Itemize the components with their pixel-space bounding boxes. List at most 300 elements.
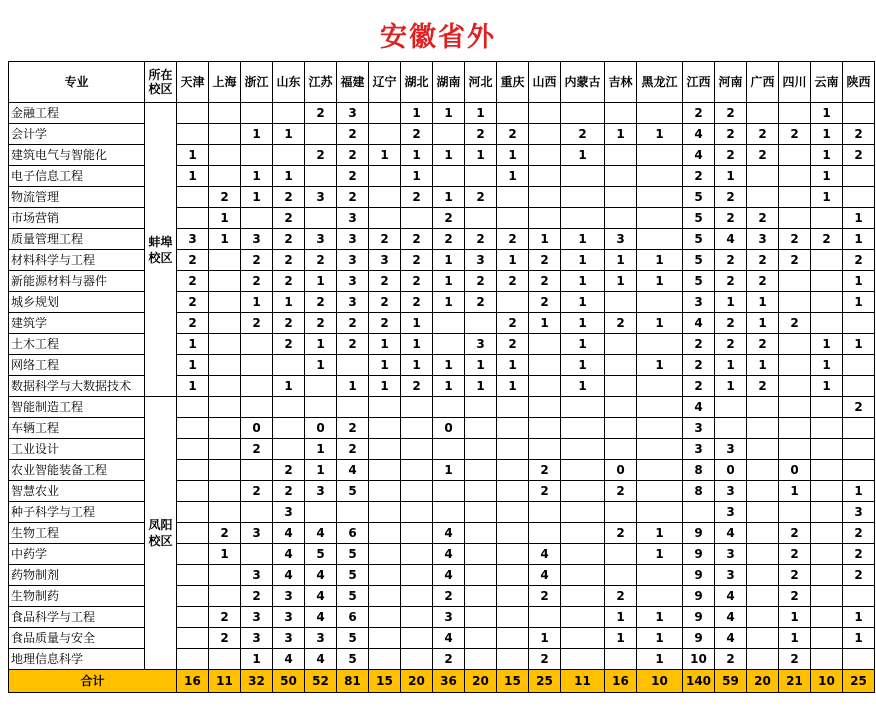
table-row <box>9 649 875 670</box>
quota-cell: 9 <box>683 523 715 544</box>
quota-cell <box>401 523 433 544</box>
quota-cell: 2 <box>497 313 529 334</box>
quota-cell: 1 <box>433 355 465 376</box>
quota-cell: 2 <box>715 271 747 292</box>
quota-cell: 4 <box>273 649 305 670</box>
quota-cell: 3 <box>337 229 369 250</box>
major-name: 智能制造工程 <box>9 397 145 418</box>
quota-cell: 0 <box>605 460 637 481</box>
quota-cell: 2 <box>241 439 273 460</box>
quota-cell: 9 <box>683 607 715 628</box>
quota-cell: 4 <box>683 124 715 145</box>
quota-cell <box>401 607 433 628</box>
quota-cell: 2 <box>305 250 337 271</box>
quota-cell: 2 <box>465 229 497 250</box>
quota-cell <box>209 271 241 292</box>
campus-name-line: 蚌埠 <box>148 234 173 249</box>
quota-cell: 1 <box>843 271 875 292</box>
quota-cell <box>337 355 369 376</box>
header-province: 天津 <box>177 62 209 103</box>
quota-cell <box>843 649 875 670</box>
quota-cell: 3 <box>241 628 273 649</box>
quota-cell: 1 <box>305 460 337 481</box>
quota-cell: 3 <box>305 481 337 502</box>
quota-cell <box>177 544 209 565</box>
quota-cell <box>241 334 273 355</box>
quota-cell: 2 <box>747 271 779 292</box>
quota-cell <box>605 355 637 376</box>
quota-cell <box>561 628 605 649</box>
quota-cell: 3 <box>433 607 465 628</box>
quota-cell <box>747 544 779 565</box>
table-row <box>9 397 875 418</box>
quota-cell <box>529 334 561 355</box>
table-row <box>9 313 875 334</box>
quota-cell <box>465 544 497 565</box>
quota-cell: 2 <box>305 145 337 166</box>
quota-cell: 2 <box>747 250 779 271</box>
quota-cell: 1 <box>401 166 433 187</box>
quota-cell <box>561 103 605 124</box>
quota-cell <box>529 502 561 523</box>
quota-cell: 1 <box>497 355 529 376</box>
quota-cell: 2 <box>715 649 747 670</box>
quota-cell: 1 <box>811 187 843 208</box>
quota-cell <box>843 439 875 460</box>
table-row <box>9 439 875 460</box>
quota-cell: 0 <box>241 418 273 439</box>
quota-cell <box>401 649 433 670</box>
quota-cell <box>779 397 811 418</box>
quota-cell <box>241 208 273 229</box>
total-cell: 32 <box>241 670 273 693</box>
quota-cell: 3 <box>305 187 337 208</box>
quota-cell <box>843 376 875 397</box>
quota-cell: 1 <box>779 607 811 628</box>
quota-cell: 1 <box>637 250 683 271</box>
table-row <box>9 166 875 187</box>
major-name: 食品质量与安全 <box>9 628 145 649</box>
quota-cell: 4 <box>433 628 465 649</box>
quota-cell: 2 <box>273 460 305 481</box>
total-cell: 11 <box>561 670 605 693</box>
quota-cell: 3 <box>241 523 273 544</box>
quota-cell: 1 <box>637 523 683 544</box>
quota-cell: 1 <box>637 607 683 628</box>
quota-cell <box>241 460 273 481</box>
quota-cell <box>305 376 337 397</box>
quota-cell <box>843 586 875 607</box>
quota-cell <box>843 418 875 439</box>
quota-cell: 5 <box>683 229 715 250</box>
quota-cell: 1 <box>747 313 779 334</box>
quota-cell: 2 <box>337 166 369 187</box>
major-name: 建筑学 <box>9 313 145 334</box>
quota-cell: 1 <box>779 481 811 502</box>
quota-cell <box>747 565 779 586</box>
major-name: 物流管理 <box>9 187 145 208</box>
quota-cell: 1 <box>843 229 875 250</box>
quota-cell: 5 <box>683 271 715 292</box>
quota-cell <box>177 523 209 544</box>
quota-cell <box>747 439 779 460</box>
quota-cell: 2 <box>497 271 529 292</box>
quota-cell <box>369 481 401 502</box>
quota-cell <box>637 481 683 502</box>
major-name: 金融工程 <box>9 103 145 124</box>
quota-cell: 2 <box>529 460 561 481</box>
quota-cell: 2 <box>843 124 875 145</box>
total-cell: 36 <box>433 670 465 693</box>
header-province: 广西 <box>747 62 779 103</box>
quota-cell <box>637 103 683 124</box>
quota-cell: 0 <box>305 418 337 439</box>
quota-cell: 3 <box>241 229 273 250</box>
quota-cell: 5 <box>305 544 337 565</box>
quota-cell: 2 <box>337 418 369 439</box>
quota-cell <box>747 607 779 628</box>
quota-cell: 2 <box>401 250 433 271</box>
quota-cell <box>715 418 747 439</box>
quota-cell: 2 <box>241 313 273 334</box>
quota-cell <box>369 565 401 586</box>
quota-cell: 2 <box>177 271 209 292</box>
quota-cell: 3 <box>605 229 637 250</box>
table-row <box>9 229 875 250</box>
quota-cell: 2 <box>843 523 875 544</box>
quota-cell <box>779 145 811 166</box>
quota-cell <box>811 544 843 565</box>
header-province: 重庆 <box>497 62 529 103</box>
quota-cell <box>497 565 529 586</box>
quota-cell: 2 <box>561 124 605 145</box>
quota-cell: 2 <box>241 481 273 502</box>
quota-cell <box>273 103 305 124</box>
quota-cell: 4 <box>433 565 465 586</box>
quota-cell: 1 <box>369 145 401 166</box>
quota-cell <box>497 649 529 670</box>
major-name: 网络工程 <box>9 355 145 376</box>
table-row <box>9 250 875 271</box>
quota-cell <box>209 376 241 397</box>
quota-cell <box>305 208 337 229</box>
quota-cell: 1 <box>273 376 305 397</box>
quota-cell: 2 <box>305 292 337 313</box>
quota-cell <box>637 208 683 229</box>
quota-cell: 3 <box>337 250 369 271</box>
quota-cell: 5 <box>337 628 369 649</box>
quota-cell <box>273 145 305 166</box>
quota-cell: 1 <box>843 481 875 502</box>
quota-cell: 2 <box>779 649 811 670</box>
quota-cell <box>497 103 529 124</box>
quota-cell: 4 <box>715 586 747 607</box>
quota-cell: 1 <box>433 460 465 481</box>
quota-cell <box>779 376 811 397</box>
quota-cell <box>177 565 209 586</box>
table-row <box>9 124 875 145</box>
major-name: 生物工程 <box>9 523 145 544</box>
quota-cell <box>465 460 497 481</box>
quota-cell <box>497 460 529 481</box>
quota-cell: 3 <box>305 229 337 250</box>
quota-cell: 1 <box>779 628 811 649</box>
quota-cell <box>497 481 529 502</box>
quota-cell <box>433 334 465 355</box>
header-province: 内蒙古 <box>561 62 605 103</box>
quota-cell: 2 <box>241 250 273 271</box>
campus-name-line: 校区 <box>148 534 173 548</box>
quota-cell: 1 <box>529 628 561 649</box>
quota-cell: 2 <box>683 103 715 124</box>
major-name: 新能源材料与器件 <box>9 271 145 292</box>
quota-cell: 3 <box>369 250 401 271</box>
major-name: 农业智能装备工程 <box>9 460 145 481</box>
quota-cell: 1 <box>209 208 241 229</box>
quota-cell <box>529 145 561 166</box>
quota-cell: 10 <box>683 649 715 670</box>
quota-cell <box>529 607 561 628</box>
quota-cell: 2 <box>843 397 875 418</box>
quota-cell: 1 <box>273 124 305 145</box>
quota-cell: 2 <box>433 586 465 607</box>
total-cell: 16 <box>605 670 637 693</box>
quota-cell <box>433 439 465 460</box>
quota-cell <box>529 208 561 229</box>
total-cell: 25 <box>843 670 875 693</box>
quota-cell <box>177 418 209 439</box>
quota-cell: 1 <box>561 229 605 250</box>
quota-cell <box>561 166 605 187</box>
quota-cell <box>605 145 637 166</box>
quota-cell: 2 <box>715 334 747 355</box>
quota-cell <box>497 544 529 565</box>
quota-cell: 3 <box>241 565 273 586</box>
quota-cell <box>465 628 497 649</box>
quota-cell: 2 <box>369 271 401 292</box>
enrollment-table <box>8 61 875 693</box>
quota-cell <box>369 397 401 418</box>
quota-cell: 1 <box>843 292 875 313</box>
header-province: 江西 <box>683 62 715 103</box>
quota-cell: 3 <box>465 250 497 271</box>
quota-cell <box>369 103 401 124</box>
quota-cell <box>747 481 779 502</box>
quota-cell <box>369 544 401 565</box>
total-cell: 140 <box>683 670 715 693</box>
quota-cell: 8 <box>683 481 715 502</box>
quota-cell <box>369 649 401 670</box>
quota-cell: 2 <box>465 271 497 292</box>
quota-cell <box>561 208 605 229</box>
quota-cell <box>209 460 241 481</box>
quota-cell <box>177 397 209 418</box>
quota-cell: 1 <box>241 166 273 187</box>
quota-cell <box>241 397 273 418</box>
quota-cell: 2 <box>811 229 843 250</box>
header-province: 福建 <box>337 62 369 103</box>
quota-cell: 2 <box>465 124 497 145</box>
quota-cell <box>497 292 529 313</box>
total-cell: 10 <box>811 670 843 693</box>
quota-cell: 8 <box>683 460 715 481</box>
quota-cell <box>209 313 241 334</box>
quota-cell <box>811 502 843 523</box>
major-name: 地理信息科学 <box>9 649 145 670</box>
quota-cell <box>177 481 209 502</box>
quota-cell <box>241 145 273 166</box>
quota-cell: 1 <box>747 292 779 313</box>
quota-cell <box>209 145 241 166</box>
quota-cell: 1 <box>433 271 465 292</box>
quota-cell: 2 <box>401 229 433 250</box>
major-name: 药物制剂 <box>9 565 145 586</box>
quota-cell <box>497 439 529 460</box>
total-cell: 25 <box>529 670 561 693</box>
quota-cell: 2 <box>369 229 401 250</box>
quota-cell: 2 <box>605 481 637 502</box>
quota-cell: 1 <box>561 292 605 313</box>
header-major: 专业 <box>9 62 145 103</box>
quota-cell <box>843 355 875 376</box>
quota-cell <box>779 418 811 439</box>
quota-cell <box>843 103 875 124</box>
table-row <box>9 292 875 313</box>
quota-cell: 2 <box>747 334 779 355</box>
quota-cell: 2 <box>401 124 433 145</box>
quota-cell: 4 <box>305 586 337 607</box>
quota-cell: 1 <box>811 376 843 397</box>
table-row <box>9 607 875 628</box>
quota-cell <box>605 376 637 397</box>
quota-cell <box>637 565 683 586</box>
quota-cell <box>811 460 843 481</box>
quota-cell <box>561 502 605 523</box>
quota-cell <box>715 397 747 418</box>
quota-cell <box>811 439 843 460</box>
quota-cell: 1 <box>561 145 605 166</box>
quota-cell: 2 <box>305 103 337 124</box>
quota-cell: 2 <box>747 145 779 166</box>
quota-cell: 1 <box>465 355 497 376</box>
quota-cell <box>273 397 305 418</box>
quota-cell: 2 <box>273 229 305 250</box>
quota-cell <box>369 166 401 187</box>
quota-cell <box>843 460 875 481</box>
quota-cell: 1 <box>177 334 209 355</box>
table-row <box>9 502 875 523</box>
quota-cell <box>209 103 241 124</box>
quota-cell: 1 <box>369 376 401 397</box>
quota-cell: 9 <box>683 544 715 565</box>
quota-cell: 4 <box>273 565 305 586</box>
quota-cell: 1 <box>273 166 305 187</box>
quota-cell: 1 <box>605 607 637 628</box>
quota-cell <box>811 397 843 418</box>
quota-cell: 3 <box>683 292 715 313</box>
quota-cell: 0 <box>433 418 465 439</box>
quota-cell: 1 <box>715 376 747 397</box>
quota-cell: 3 <box>337 208 369 229</box>
campus-cell <box>145 103 177 397</box>
quota-cell: 2 <box>605 586 637 607</box>
quota-cell: 3 <box>273 607 305 628</box>
quota-cell <box>369 124 401 145</box>
quota-cell: 1 <box>561 313 605 334</box>
table-row <box>9 208 875 229</box>
quota-cell: 3 <box>241 607 273 628</box>
quota-cell: 3 <box>683 418 715 439</box>
quota-cell: 2 <box>605 313 637 334</box>
quota-cell <box>811 418 843 439</box>
quota-cell: 1 <box>401 334 433 355</box>
quota-cell: 2 <box>273 271 305 292</box>
quota-cell <box>843 166 875 187</box>
total-cell: 10 <box>637 670 683 693</box>
quota-cell: 1 <box>497 166 529 187</box>
quota-cell <box>401 439 433 460</box>
quota-cell: 2 <box>177 292 209 313</box>
quota-cell: 9 <box>683 565 715 586</box>
quota-cell: 2 <box>747 208 779 229</box>
quota-cell <box>529 187 561 208</box>
quota-cell: 2 <box>337 313 369 334</box>
quota-cell: 2 <box>715 313 747 334</box>
quota-cell: 4 <box>433 544 465 565</box>
quota-cell <box>369 418 401 439</box>
quota-cell <box>241 544 273 565</box>
quota-cell: 1 <box>715 166 747 187</box>
quota-cell: 3 <box>273 628 305 649</box>
quota-cell <box>209 565 241 586</box>
table-row <box>9 523 875 544</box>
quota-cell <box>605 544 637 565</box>
quota-cell <box>305 397 337 418</box>
quota-cell: 4 <box>305 649 337 670</box>
quota-cell: 1 <box>241 292 273 313</box>
quota-cell <box>401 544 433 565</box>
quota-cell <box>747 187 779 208</box>
quota-cell: 2 <box>715 208 747 229</box>
quota-cell: 4 <box>715 523 747 544</box>
quota-cell: 2 <box>605 523 637 544</box>
quota-cell <box>779 439 811 460</box>
quota-cell <box>209 166 241 187</box>
quota-cell <box>433 166 465 187</box>
quota-cell <box>177 460 209 481</box>
quota-cell: 4 <box>529 565 561 586</box>
quota-cell: 2 <box>177 250 209 271</box>
quota-cell <box>241 502 273 523</box>
quota-cell <box>605 166 637 187</box>
total-cell: 50 <box>273 670 305 693</box>
quota-cell <box>811 481 843 502</box>
quota-cell <box>209 355 241 376</box>
quota-cell: 1 <box>715 355 747 376</box>
quota-cell: 1 <box>177 145 209 166</box>
quota-cell <box>433 481 465 502</box>
quota-cell: 2 <box>465 292 497 313</box>
quota-cell: 1 <box>465 376 497 397</box>
quota-cell: 4 <box>683 145 715 166</box>
quota-cell <box>497 523 529 544</box>
quota-cell <box>465 481 497 502</box>
quota-cell: 2 <box>209 628 241 649</box>
quota-cell <box>273 418 305 439</box>
quota-cell: 2 <box>369 292 401 313</box>
quota-cell: 2 <box>529 586 561 607</box>
quota-cell: 2 <box>715 124 747 145</box>
